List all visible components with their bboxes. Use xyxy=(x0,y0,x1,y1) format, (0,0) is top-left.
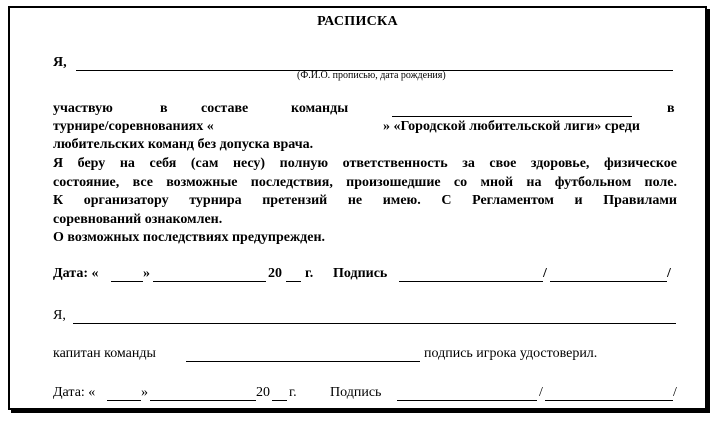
date-quote-close-1: » xyxy=(143,266,150,281)
participation-line-3: любительских команд без допуска врача. xyxy=(53,137,314,152)
signature-name-line-2[interactable] xyxy=(545,400,673,401)
signature-name-line-1[interactable] xyxy=(550,281,667,282)
receipt-form xyxy=(8,6,707,410)
signature-slash-mid-2: / xyxy=(539,385,543,400)
responsibility-line-1: Я беру на себя (сам несу) полную ответственность за свое здоровье, физическое xyxy=(53,156,677,171)
team-name-line[interactable] xyxy=(392,116,632,117)
date-label-1: Дата: « xyxy=(53,266,99,281)
name-field-hint: (Ф.И.О. прописью, дата рождения) xyxy=(297,70,446,81)
signature-line-2[interactable] xyxy=(397,400,537,401)
captain-label: капитан команды xyxy=(53,346,156,361)
signature-label-2: Подпись xyxy=(330,385,382,400)
signature-label-1: Подпись xyxy=(333,266,388,281)
captain-prefix: Я, xyxy=(53,308,66,323)
responsibility-paragraph xyxy=(53,155,677,248)
captain-team-line[interactable] xyxy=(186,361,420,362)
participation-word-1: участвую xyxy=(53,101,113,116)
date-year-line-2[interactable] xyxy=(272,400,287,401)
tournament-end: » «Городской любительской лиги» среди xyxy=(383,119,640,134)
date-month-line-1[interactable] xyxy=(153,281,266,282)
date-year-line-1[interactable] xyxy=(286,281,301,282)
page-title: РАСПИСКА xyxy=(317,14,398,29)
signature-slash-mid-1: / xyxy=(543,266,547,281)
date-day-line-1[interactable] xyxy=(111,281,143,282)
signature-line-1[interactable] xyxy=(399,281,543,282)
signature-slash-end-2: / xyxy=(673,385,677,400)
tournament-start: турнире/соревнованиях « xyxy=(53,119,214,134)
participation-word-4: команды xyxy=(291,101,349,116)
date-day-line-2[interactable] xyxy=(107,400,141,401)
participation-word-3: составе xyxy=(201,101,249,116)
date-year-1: 20 xyxy=(268,266,282,281)
responsibility-line-4: соревнований ознакомлен. xyxy=(53,211,223,227)
responsibility-line-2: состояние, все возможные последствия, произошедшие со мной на футбольном поле. xyxy=(53,174,677,190)
date-year-suffix-1: г. xyxy=(305,266,314,281)
responsibility-line-5: О возможных последствиях предупрежден. xyxy=(53,230,326,245)
captain-verify-text: подпись игрока удостоверил. xyxy=(424,346,598,361)
date-year-2: 20 xyxy=(256,385,270,400)
date-month-line-2[interactable] xyxy=(150,400,256,401)
date-quote-close-2: » xyxy=(141,385,148,400)
signature-slash-end-1: / xyxy=(667,266,671,281)
date-label-2: Дата: « xyxy=(53,385,96,400)
participation-word-2: в xyxy=(160,101,168,116)
name-prefix: Я, xyxy=(53,55,67,70)
captain-name-line[interactable] xyxy=(73,323,676,324)
responsibility-line-3: К организатору турнира претензий не имею. С Регламентом и Правилами xyxy=(53,193,677,208)
participation-word-5: в xyxy=(667,101,675,116)
date-year-suffix-2: г. xyxy=(289,385,297,400)
